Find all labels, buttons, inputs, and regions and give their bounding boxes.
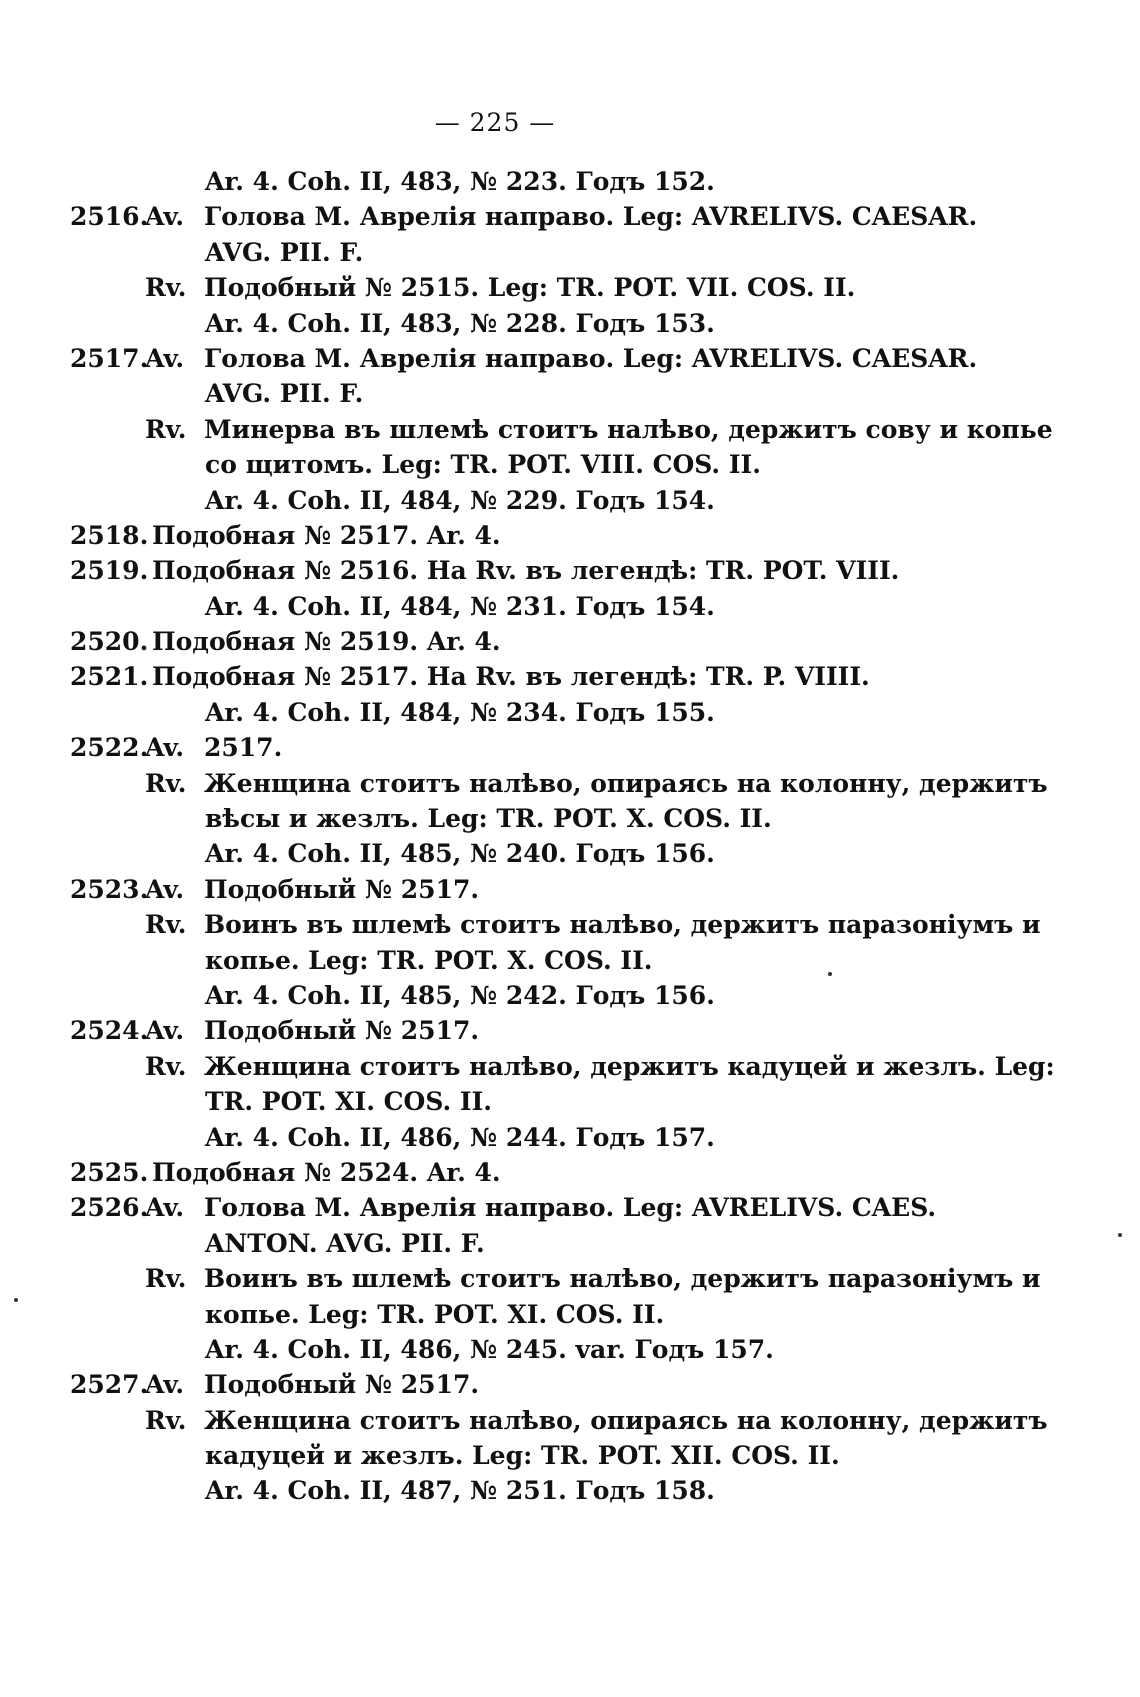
- catalog-line: [0, 766, 1140, 801]
- entry-text: Голова М. Аврелія направо. Leg: AVRELIVS. CAES.: [204, 1193, 937, 1223]
- entry-text: Подобный № 2517.: [204, 1016, 480, 1046]
- side-label: Rv.: [145, 768, 187, 798]
- entry-number: 2519.: [70, 556, 149, 586]
- catalog-line: [0, 1226, 1140, 1261]
- catalog-line: [0, 1120, 1140, 1155]
- catalog-line: [0, 872, 1140, 907]
- entry-number: 2525.: [70, 1157, 149, 1187]
- entry-text: Голова М. Аврелія направо. Leg: AVRELIVS. CAESAR.: [204, 202, 978, 232]
- side-label: Rv.: [145, 910, 187, 940]
- entry-text: Минерва въ шлемѣ стоитъ налѣво, держитъ сову и копье: [204, 414, 1053, 444]
- entry-text: ANTON. AVG. PII. F.: [205, 1228, 485, 1258]
- entry-text: Ar. 4. Coh. II, 483, № 223. Годъ 152.: [205, 167, 715, 196]
- side-label: Rv.: [145, 1405, 187, 1435]
- catalog-line: [0, 1297, 1140, 1332]
- catalog-line: [0, 164, 1140, 199]
- catalog-line: [0, 624, 1140, 659]
- entry-text: Подобная № 2517. На Rv. въ легендѣ: TR. P. VIIII.: [152, 662, 870, 692]
- catalog-line: [0, 1473, 1140, 1508]
- catalog-line: [0, 730, 1140, 765]
- catalog-line: [0, 199, 1140, 234]
- side-label: Rv.: [145, 1051, 187, 1081]
- print-speck: [828, 972, 832, 976]
- entry-text: кадуцей и жезлъ. Leg: TR. POT. XII. COS. II.: [205, 1441, 840, 1471]
- catalog-line: [0, 836, 1140, 871]
- side-label: Av.: [145, 1193, 185, 1223]
- catalog-line: [0, 1155, 1140, 1190]
- entry-text: TR. POT. XI. COS. II.: [205, 1087, 492, 1117]
- catalog-line: [0, 447, 1140, 482]
- entry-text: Женщина стоитъ налѣво, держитъ кадуцей и жезлъ. Leg:: [204, 1051, 1055, 1081]
- catalog-line: [0, 553, 1140, 588]
- entry-text: Женщина стоитъ налѣво, опираясь на колонну, держитъ: [204, 1405, 1048, 1435]
- entry-text: Ar. 4. Coh. II, 485, № 242. Годъ 156.: [205, 980, 715, 1010]
- catalog-line: [0, 1403, 1140, 1438]
- catalog-line: [0, 1049, 1140, 1084]
- catalog-line: [0, 1013, 1140, 1048]
- catalog-entries: [0, 164, 1140, 1509]
- print-speck: [1118, 1233, 1122, 1237]
- catalog-line: [0, 341, 1140, 376]
- catalog-line: [0, 270, 1140, 305]
- catalog-line: [0, 943, 1140, 978]
- entry-text: 2517.: [204, 733, 283, 763]
- entry-text: Ar. 4. Coh. II, 483, № 228. Годъ 153.: [205, 308, 715, 338]
- catalog-line: [0, 1367, 1140, 1402]
- catalog-line: [0, 695, 1140, 730]
- catalog-line: [0, 1438, 1140, 1473]
- catalog-line: [0, 978, 1140, 1013]
- entry-number: 2516.: [70, 202, 149, 232]
- entry-text: AVG. PII. F.: [205, 379, 364, 409]
- side-label: Av.: [145, 202, 185, 232]
- side-label: Av.: [145, 1370, 185, 1400]
- entry-text: вѣсы и жезлъ. Leg: TR. POT. X. COS. II.: [205, 804, 772, 834]
- entry-text: Подобная № 2524. Ar. 4.: [152, 1157, 501, 1187]
- print-speck: [14, 1298, 18, 1302]
- entry-text: Ar. 4. Coh. II, 486, № 245. var. Годъ 157.: [205, 1334, 774, 1364]
- catalog-line: [0, 907, 1140, 942]
- entry-text: Ar. 4. Coh. II, 486, № 244. Годъ 157.: [205, 1122, 715, 1152]
- catalog-line: [0, 1084, 1140, 1119]
- catalog-line: [0, 412, 1140, 447]
- entry-number: 2526.: [70, 1193, 149, 1223]
- entry-text: Ar. 4. Coh. II, 485, № 240. Годъ 156.: [205, 839, 715, 869]
- catalog-line: [0, 1332, 1140, 1367]
- entry-text: Женщина стоитъ налѣво, опираясь на колонну, держитъ: [204, 768, 1048, 798]
- catalog-line: [0, 1190, 1140, 1225]
- entry-text: Воинъ въ шлемѣ стоитъ налѣво, держитъ паразоніумъ и: [204, 910, 1041, 940]
- entry-text: Голова М. Аврелія направо. Leg: AVRELIVS. CAESAR.: [204, 343, 978, 373]
- catalog-line: [0, 483, 1140, 518]
- catalog-line: [0, 306, 1140, 341]
- entry-number: 2517.: [70, 343, 149, 373]
- entry-text: Подобная № 2516. На Rv. въ легендѣ: TR. POT. VIII.: [152, 556, 900, 586]
- side-label: Av.: [145, 874, 185, 904]
- entry-text: Подобная № 2519. Ar. 4.: [152, 627, 501, 657]
- entry-text: копье. Leg: TR. POT. XI. COS. II.: [205, 1299, 665, 1329]
- entry-number: 2522.: [70, 733, 149, 763]
- catalog-line: [0, 1261, 1140, 1296]
- side-label: Rv.: [145, 414, 187, 444]
- entry-text: Ar. 4. Coh. II, 484, № 229. Годъ 154.: [205, 485, 715, 515]
- entry-text: AVG. PII. F.: [205, 237, 364, 267]
- entry-text: Подобный № 2517.: [204, 874, 480, 904]
- page-number: — 225 —: [434, 108, 556, 137]
- catalog-line: [0, 235, 1140, 270]
- entry-number: 2524.: [70, 1016, 149, 1046]
- entry-number: 2518.: [70, 520, 149, 550]
- entry-number: 2527.: [70, 1370, 149, 1400]
- entry-text: Воинъ въ шлемѣ стоитъ налѣво, держитъ паразоніумъ и: [204, 1264, 1041, 1294]
- entry-number: 2520.: [70, 627, 149, 657]
- side-label: Rv.: [145, 273, 187, 303]
- entry-text: Ar. 4. Coh. II, 484, № 234. Годъ 155.: [205, 697, 715, 727]
- entry-text: копье. Leg: TR. POT. X. COS. II.: [205, 945, 653, 975]
- catalog-line: [0, 518, 1140, 553]
- entry-text: со щитомъ. Leg: TR. POT. VIII. COS. II.: [205, 450, 761, 480]
- entry-text: Ar. 4. Coh. II, 484, № 231. Годъ 154.: [205, 591, 715, 621]
- entry-text: Подобная № 2517. Ar. 4.: [152, 520, 501, 550]
- catalog-line: [0, 801, 1140, 836]
- catalog-line: [0, 589, 1140, 624]
- entry-number: 2523.: [70, 874, 149, 904]
- side-label: Av.: [145, 343, 185, 373]
- catalog-line: [0, 659, 1140, 694]
- entry-number: 2521.: [70, 662, 149, 692]
- side-label: Av.: [145, 733, 185, 763]
- catalog-line: [0, 376, 1140, 411]
- side-label: Rv.: [145, 1264, 187, 1294]
- entry-text: Подобный № 2517.: [204, 1370, 480, 1400]
- side-label: Av.: [145, 1016, 185, 1046]
- entry-text: Ar. 4. Coh. II, 487, № 251. Годъ 158.: [205, 1476, 715, 1506]
- entry-text: Подобный № 2515. Leg: TR. POT. VII. COS. II.: [204, 273, 856, 303]
